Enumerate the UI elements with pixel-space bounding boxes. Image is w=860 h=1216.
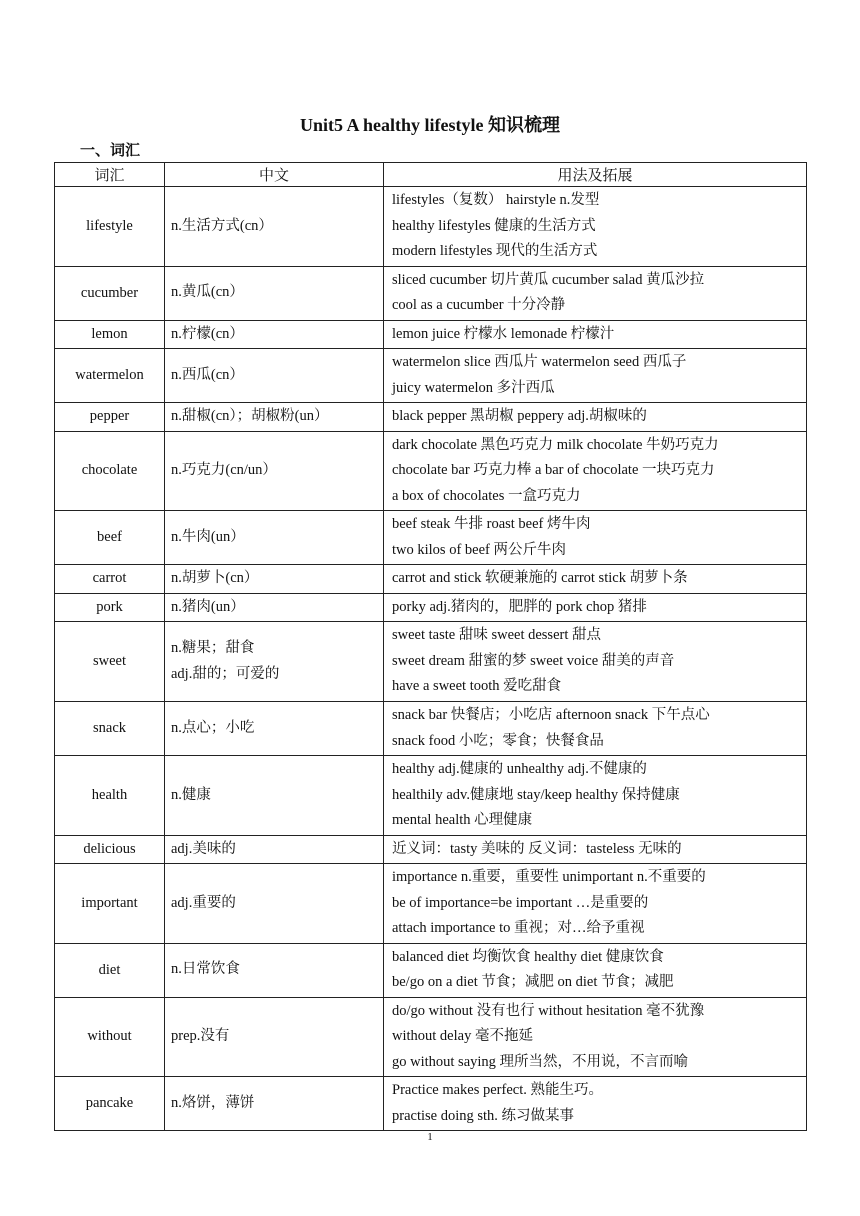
usage-line: modern lifestyles 现代的生活方式 [392,243,598,259]
table-row [55,565,807,594]
vocab-word: pork [55,593,165,622]
header-meaning: 中文 [165,163,384,187]
vocab-word: watermelon [55,349,165,403]
usage-line: healthy lifestyles 健康的生活方式 [392,217,596,234]
meaning-line: adj.甜的；可爱的 [171,665,280,682]
vocab-word: carrot [55,565,165,594]
meaning-line: n.黄瓜(cn） [171,284,244,301]
usage-line: be of importance=be important …是重要的 [392,894,649,911]
table-row [55,835,807,864]
usage-line: two kilos of beef 两公斤牛肉 [392,541,566,558]
vocab-usage [384,835,807,864]
table-body [55,187,807,1131]
usage-line: sweet dream 甜蜜的梦 sweet voice 甜美的声音 [392,652,675,669]
vocab-word: cucumber [55,266,165,320]
usage-line: sliced cucumber 切片黄瓜 cucumber salad 黄瓜沙拉 [392,271,705,288]
vocab-meaning [165,835,384,864]
vocab-usage [384,1077,807,1131]
vocab-word: sweet [55,622,165,702]
vocab-word: beef [55,511,165,565]
meaning-line: n.西瓜(cn） [171,366,244,383]
vocab-usage [384,511,807,565]
vocab-usage [384,997,807,1077]
vocab-meaning [165,864,384,944]
table-row [55,702,807,756]
meaning-line: n.猪肉(un） [171,598,245,615]
vocab-meaning [165,756,384,836]
meaning-line: n.烙饼，薄饼 [171,1094,255,1111]
vocab-meaning [165,266,384,320]
usage-line: do/go without 没有也行 without hesitation 毫不犹豫 [392,1002,705,1019]
usage-line: lifestyles（复数） hairstyle n.发型 [392,192,600,208]
meaning-line: n.柠檬(cn） [171,325,244,342]
table-row [55,431,807,511]
meaning-line: n.点心；小吃 [171,719,255,736]
usage-line: a box of chocolates 一盒巧克力 [392,487,581,504]
table-row [55,403,807,432]
usage-line: Practice makes perfect. 熟能生巧。 [392,1082,603,1098]
table-row [55,943,807,997]
vocab-word: lemon [55,320,165,349]
vocab-usage [384,943,807,997]
vocab-usage [384,187,807,267]
vocab-meaning [165,403,384,432]
vocab-meaning [165,349,384,403]
meaning-line: n.牛肉(un） [171,528,245,545]
vocab-meaning [165,622,384,702]
vocab-meaning [165,565,384,594]
vocab-usage [384,349,807,403]
table-header-row [55,163,807,187]
table-row [55,593,807,622]
vocab-word: pepper [55,403,165,432]
table-row [55,320,807,349]
usage-line: carrot and stick 软硬兼施的 carrot stick 胡萝卜条 [392,570,688,586]
meaning-line: n.巧克力(cn/un） [171,462,277,478]
usage-line: healthy adj.健康的 unhealthy adj.不健康的 [392,761,647,777]
table-row [55,511,807,565]
table-row [55,187,807,267]
table-row [55,756,807,836]
vocab-usage [384,266,807,320]
vocabulary-table [54,162,807,1131]
vocab-usage [384,702,807,756]
meaning-line: n.日常饮食 [171,961,240,978]
vocab-usage [384,593,807,622]
usage-line: juicy watermelon 多汁西瓜 [392,379,555,396]
vocab-usage [384,320,807,349]
vocab-meaning [165,702,384,756]
usage-line: without delay 毫不拖延 [392,1028,533,1044]
vocab-word: lifestyle [55,187,165,267]
meaning-line: adj.重要的 [171,894,236,911]
vocab-word: snack [55,702,165,756]
usage-line: importance n.重要，重要性 unimportant n.不重要的 [392,869,706,885]
header-word: 词汇 [55,163,165,187]
usage-line: attach importance to 重视；对…给予重视 [392,920,645,936]
vocab-usage [384,622,807,702]
vocab-meaning [165,320,384,349]
meaning-line: adj.美味的 [171,840,236,857]
usage-line: balanced diet 均衡饮食 healthy diet 健康饮食 [392,948,664,965]
usage-line: black pepper 黑胡椒 peppery adj.胡椒味的 [392,408,647,424]
vocab-meaning [165,431,384,511]
vocab-meaning [165,511,384,565]
usage-line: be/go on a diet 节食；减肥 on diet 节食；减肥 [392,974,674,990]
vocab-word: delicious [55,835,165,864]
vocab-word: without [55,997,165,1077]
vocab-word: chocolate [55,431,165,511]
page-title: Unit5 A healthy lifestyle 知识梳理 [300,115,560,135]
vocab-meaning [165,997,384,1077]
meaning-line: n.胡萝卜(cn） [171,570,259,586]
meaning-line: n.甜椒(cn）；胡椒粉(un） [171,408,329,424]
table-row [55,349,807,403]
usage-line: mental health 心理健康 [392,812,533,828]
vocab-word: health [55,756,165,836]
vocab-word: diet [55,943,165,997]
vocab-word: pancake [55,1077,165,1131]
meaning-line: prep.没有 [171,1028,230,1044]
usage-line: go without saying 理所当然，不用说，不言而喻 [392,1053,689,1070]
meaning-line: n.健康 [171,786,211,803]
table-row [55,1077,807,1131]
usage-line: cool as a cucumber 十分冷静 [392,297,566,313]
vocab-usage [384,864,807,944]
usage-line: practise doing sth. 练习做某事 [392,1107,575,1124]
usage-line: lemon juice 柠檬水 lemonade 柠檬汁 [392,325,615,342]
usage-line: watermelon slice 西瓜片 watermelon seed 西瓜子 [392,354,687,370]
vocab-usage [384,431,807,511]
usage-line: sweet taste 甜味 sweet dessert 甜点 [392,627,601,644]
usage-line: dark chocolate 黑色巧克力 milk chocolate 牛奶巧克力 [392,436,719,453]
vocab-meaning [165,593,384,622]
table-row [55,997,807,1077]
vocab-usage [384,565,807,594]
vocab-meaning [165,943,384,997]
table-row [55,266,807,320]
page-number: 1 [427,1131,433,1143]
table-row [55,864,807,944]
usage-line: porky adj.猪肉的，肥胖的 pork chop 猪排 [392,598,647,615]
usage-line: snack bar 快餐店；小吃店 afternoon snack 下午点心 [392,707,710,723]
usage-line: snack food 小吃；零食；快餐食品 [392,732,604,749]
usage-line: chocolate bar 巧克力棒 a bar of chocolate 一块巧克力 [392,462,715,478]
usage-line: have a sweet tooth 爱吃甜食 [392,678,562,695]
header-usage: 用法及拓展 [384,163,807,187]
vocab-usage [384,403,807,432]
vocab-meaning [165,187,384,267]
meaning-line: n.生活方式(cn） [171,217,273,234]
vocab-meaning [165,1077,384,1131]
usage-line: 近义词：tasty 美味的 反义词：tasteless 无味的 [392,840,682,857]
usage-line: healthily adv.健康地 stay/keep healthy 保持健康 [392,786,680,803]
table-row [55,622,807,702]
vocab-word: important [55,864,165,944]
vocab-usage [384,756,807,836]
section-heading: 一、词汇 [80,143,141,159]
usage-line: beef steak 牛排 roast beef 烤牛肉 [392,516,591,532]
meaning-line: n.糖果；甜食 [171,640,255,656]
